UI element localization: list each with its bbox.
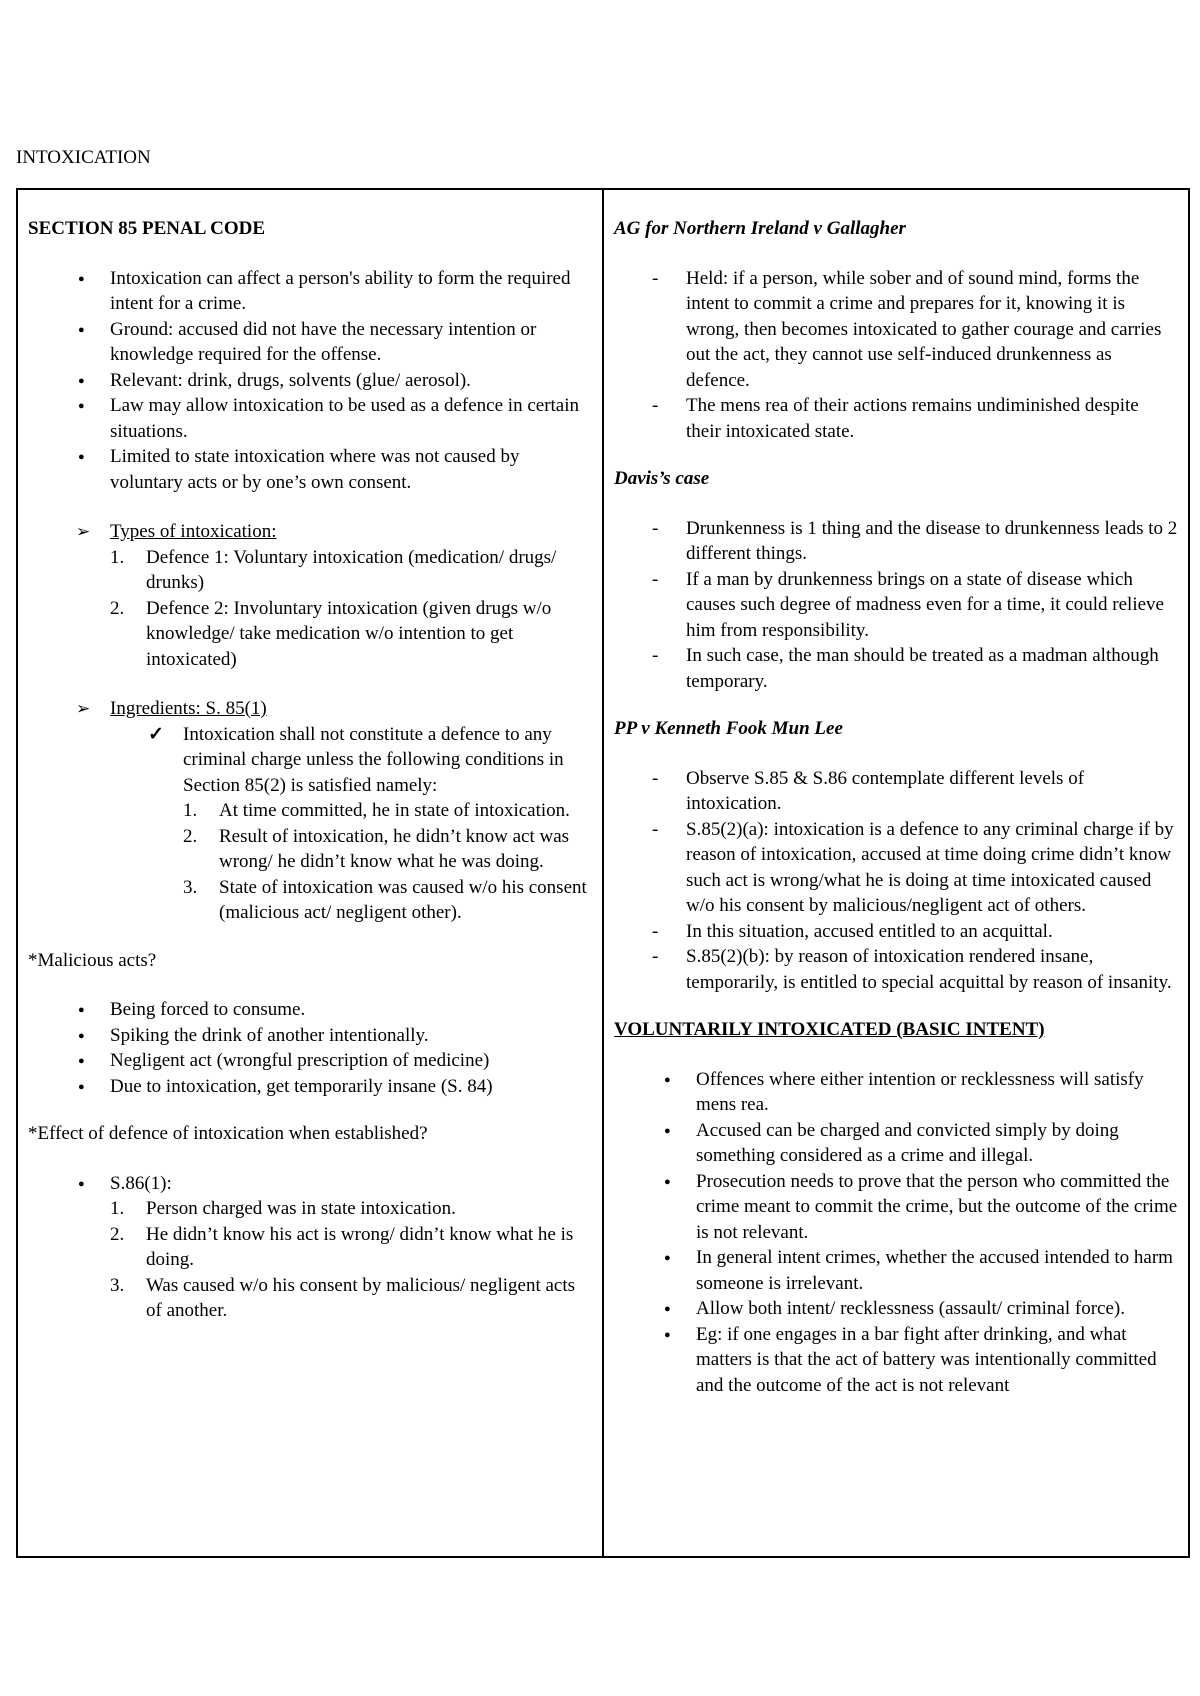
- ingredients-check-item: ✓ Intoxication shall not constitute a defence to any criminal charge unless the following conditions in Section 85(2) is satisfied namely:: [28, 722, 592, 799]
- notes-table: [16, 188, 1190, 1558]
- left-column: [18, 190, 604, 1556]
- ingredients-label: Ingredients: S. 85(1): [110, 698, 267, 719]
- list-item: 2. Result of intoxication, he didn’t know act was wrong/ he didn’t know what he was doing.: [183, 825, 570, 872]
- effect-bullet-list: [28, 1171, 592, 1197]
- types-numbered-list: [28, 545, 592, 673]
- list-item: ● Prosecution needs to prove that the person who committed the crime meant to commit the crime, but the outcome of the crime is not relevant.: [614, 1169, 1178, 1246]
- list-item: 2. Defence 2: Involuntary intoxication (given drugs w/o knowledge/ take medication w/o intention to get intoxicated): [110, 597, 552, 670]
- list-item: 1. Defence 1: Voluntary intoxication (medication/ drugs/ drunks): [110, 546, 557, 593]
- malicious-acts-question: *Malicious acts?: [28, 949, 157, 971]
- voluntary-intoxication-heading: VOLUNTARILY INTOXICATED (BASIC INTENT): [614, 1019, 1045, 1040]
- list-item: - S.85(2)(b): by reason of intoxication rendered insane, temporarily, is entitled to special acquittal by reason of insanity.: [614, 944, 1178, 995]
- intro-bullet-list: [28, 266, 592, 496]
- list-item: 3. Was caused w/o his consent by malicious/ negligent acts of another.: [110, 1274, 576, 1321]
- ingredients-numbered-list: [28, 798, 592, 926]
- gallagher-points: [614, 266, 1178, 445]
- list-item: ● Allow both intent/ recklessness (assault/ criminal force).: [614, 1296, 1178, 1322]
- types-label: Types of intoxication:: [110, 521, 277, 542]
- list-item: ● In general intent crimes, whether the accused intended to harm someone is irrelevant.: [614, 1245, 1178, 1296]
- list-item: ● Offences where either intention or recklessness will satisfy mens rea.: [614, 1067, 1178, 1118]
- voluntary-bullet-list: [614, 1067, 1178, 1399]
- malicious-bullet-list: [28, 997, 592, 1099]
- section-85-heading: SECTION 85 PENAL CODE: [28, 218, 266, 239]
- list-item: ● Ground: accused did not have the necessary intention or knowledge required for the offense.: [28, 317, 592, 368]
- list-item: ● S.86(1):: [28, 1171, 592, 1197]
- kenneth-points: [614, 766, 1178, 996]
- list-item: ● Accused can be charged and convicted simply by doing something considered as a crime and illegal.: [614, 1118, 1178, 1169]
- list-item: ● Eg: if one engages in a bar fight after drinking, and what matters is that the act of battery was intentionally committed and the outcome of the act is not relevant: [614, 1322, 1178, 1399]
- davis-case-heading: Davis’s case: [614, 468, 710, 489]
- list-item: - Drunkenness is 1 thing and the disease to drunkenness leads to 2 different things.: [614, 516, 1178, 567]
- list-item: 1. Person charged was in state intoxication.: [110, 1198, 456, 1219]
- list-item: ● Spiking the drink of another intentionally.: [28, 1023, 592, 1049]
- effect-numbered-list: [28, 1196, 592, 1324]
- list-item: ● Intoxication can affect a person's ability to form the required intent for a crime.: [28, 266, 592, 317]
- list-item: ● Law may allow intoxication to be used as a defence in certain situations.: [28, 393, 592, 444]
- list-item: - In this situation, accused entitled to an acquittal.: [614, 919, 1178, 945]
- list-item: ● Negligent act (wrongful prescription of medicine): [28, 1048, 592, 1074]
- list-item: - Held: if a person, while sober and of sound mind, forms the intent to commit a crime and prepares for it, knowing it is wrong, then becomes intoxicated to gather courage and carries out the act, they cannot use self-induced drunkenness as defence.: [614, 266, 1178, 394]
- right-column: [604, 190, 1188, 1556]
- gallagher-case-heading: AG for Northern Ireland v Gallagher: [614, 218, 906, 239]
- list-item: - In such case, the man should be treated as a madman although temporary.: [614, 643, 1178, 694]
- list-item: 2. He didn’t know his act is wrong/ didn’t know what he is doing.: [110, 1223, 574, 1270]
- document-title: INTOXICATION: [16, 147, 151, 168]
- list-item: - The mens rea of their actions remains undiminished despite their intoxicated state.: [614, 393, 1178, 444]
- ingredients-item: [28, 696, 592, 722]
- list-item: ● Being forced to consume.: [28, 997, 592, 1023]
- list-item: - Observe S.85 & S.86 contemplate different levels of intoxication.: [614, 766, 1178, 817]
- list-item: - If a man by drunkenness brings on a state of disease which causes such degree of madness even for a time, it could relieve him from responsibility.: [614, 567, 1178, 644]
- list-item: ● Due to intoxication, get temporarily insane (S. 84): [28, 1074, 592, 1100]
- davis-points: [614, 516, 1178, 695]
- list-item: ● Limited to state intoxication where was not caused by voluntary acts or by one’s own consent.: [28, 444, 592, 495]
- list-item: 3. State of intoxication was caused w/o his consent (malicious act/ negligent other).: [183, 876, 587, 923]
- kenneth-case-heading: PP v Kenneth Fook Mun Lee: [614, 718, 843, 739]
- list-item: - S.85(2)(a): intoxication is a defence to any criminal charge if by reason of intoxication, accused at time doing crime didn’t know such act is wrong/what he is doing at time intoxicated caused w/o his consent by malicious/negligent act of others.: [614, 817, 1178, 919]
- types-of-intoxication-item: [28, 519, 592, 545]
- effect-of-defence-question: *Effect of defence of intoxication when established?: [28, 1123, 428, 1144]
- list-item: 1. At time committed, he in state of intoxication.: [183, 800, 570, 821]
- list-item: ● Relevant: drink, drugs, solvents (glue/ aerosol).: [28, 368, 592, 394]
